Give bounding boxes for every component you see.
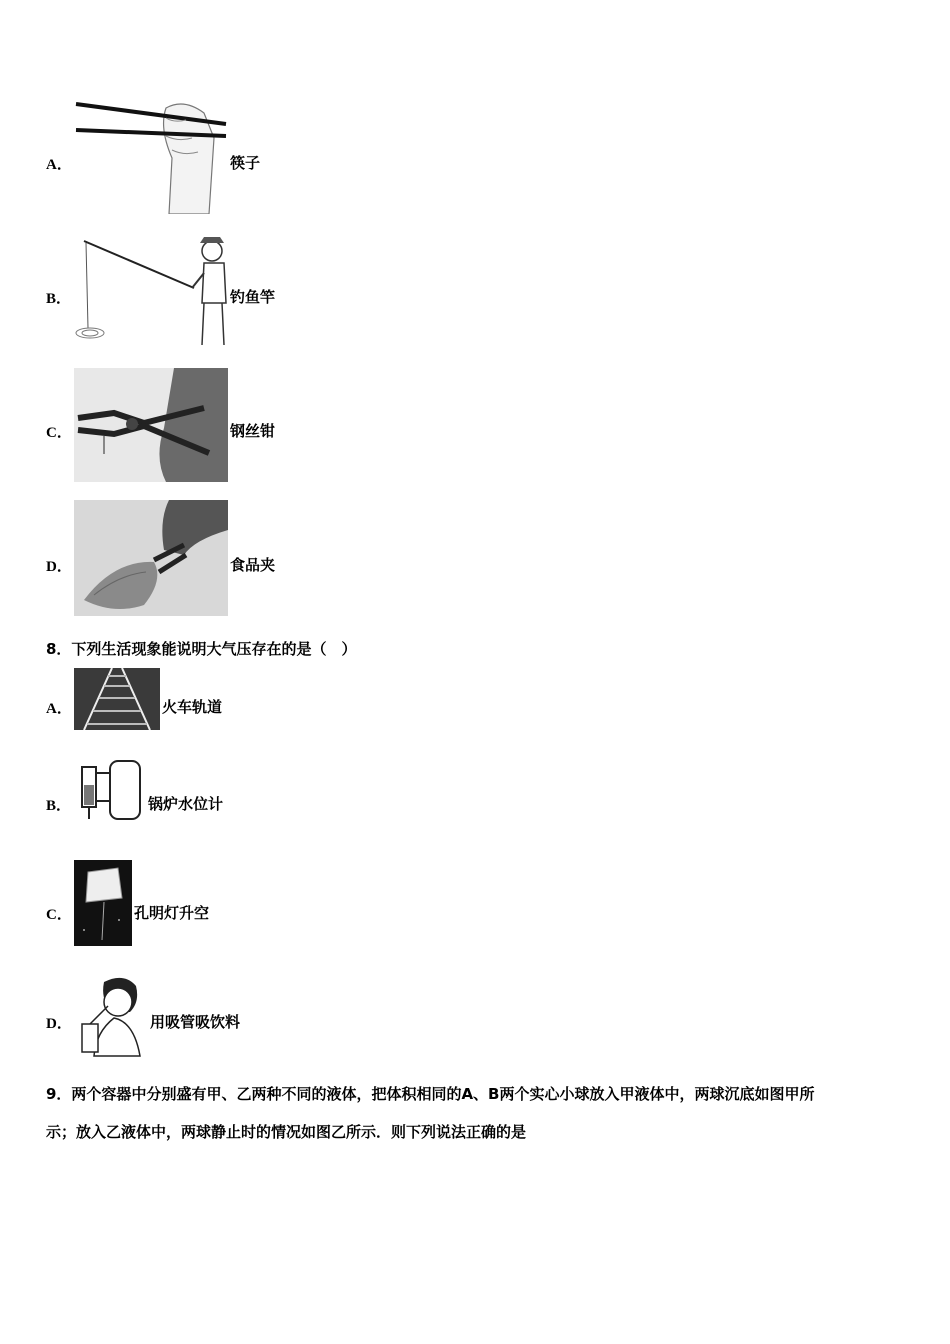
option-caption-fishing-rod: 钓鱼竿: [230, 288, 276, 306]
fishing-rod-image: [74, 233, 228, 349]
option-caption-tongs: 食品夹: [230, 556, 276, 574]
sky-lantern-image: [74, 860, 132, 946]
q8-option-letter-a: A．: [46, 701, 72, 717]
straw-drinking-image: [74, 972, 144, 1058]
option-letter-a: A．: [46, 157, 72, 173]
q8-option-letter-d: D．: [46, 1016, 72, 1032]
option-caption-chopsticks: 筷子: [230, 154, 261, 172]
wire-pliers-image: [74, 368, 228, 482]
option-letter-b: B．: [46, 291, 72, 307]
q8-caption-straw: 用吸管吸饮料: [150, 1013, 241, 1031]
q8-caption-lantern: 孔明灯升空: [134, 904, 210, 922]
q8-option-letter-b: B．: [46, 798, 72, 814]
question-9-stem-line2: 示；放入乙液体中，两球静止时的情况如图乙所示．则下列说法正确的是: [46, 1123, 527, 1141]
railway-track-image: [74, 668, 160, 730]
question-8-stem: 8．下列生活现象能说明大气压存在的是（ ）: [46, 640, 357, 658]
chopsticks-hand-image: [74, 98, 228, 214]
q8-caption-railway: 火车轨道: [162, 698, 223, 716]
q8-option-letter-c: C．: [46, 907, 72, 923]
option-letter-c: C．: [46, 425, 72, 441]
q8-caption-boiler: 锅炉水位计: [148, 795, 224, 813]
option-letter-d: D．: [46, 559, 72, 575]
option-caption-pliers: 钢丝钳: [230, 422, 276, 440]
boiler-gauge-image: [74, 755, 146, 823]
question-9-stem-line1: 9．两个容器中分别盛有甲、乙两种不同的液体，把体积相同的A、B两个实心小球放入甲液体中，两球沉底如图甲所: [46, 1085, 815, 1103]
food-tongs-image: [74, 500, 228, 616]
